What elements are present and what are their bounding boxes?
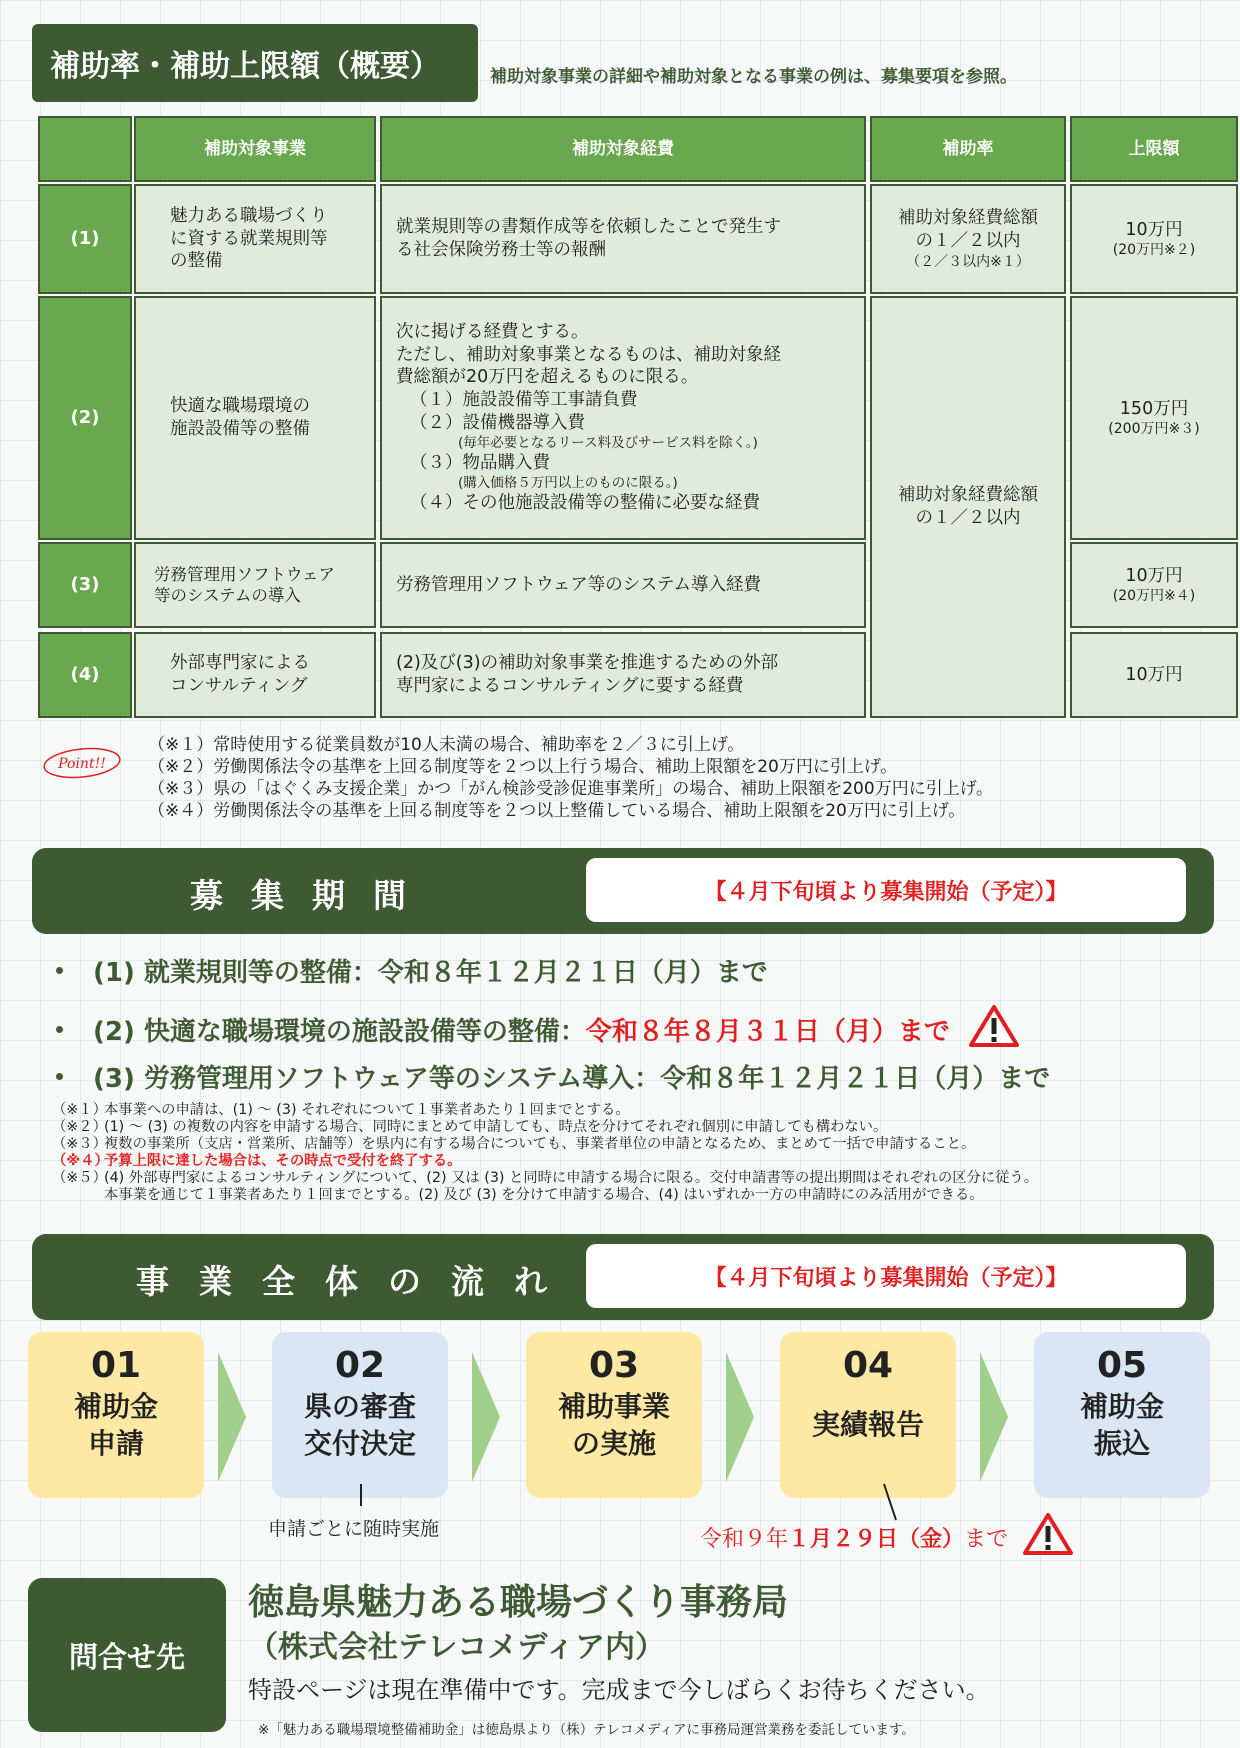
cost-item: （４）その他施設設備等の整備に必要な経費 xyxy=(410,493,760,514)
table-header-cost: 補助対象経費 xyxy=(380,116,866,182)
flow-badge: 【４月下旬頃より募集開始（予定）】 xyxy=(586,1244,1186,1308)
contact-name: 徳島県魅力ある職場づくり事務局 xyxy=(248,1582,789,1623)
note-line: （※３） 複数の事業所（支店・営業所、店舗等）を県内に有する場合についても、事業者単位の申請となるため、まとめて一括で申請すること。 xyxy=(52,1136,976,1152)
limit-value: 10万円 xyxy=(1125,219,1183,240)
row-cost xyxy=(380,296,866,540)
limit-sub: (20万円※４) xyxy=(1112,588,1196,605)
cost-line: 次に掲げる経費とする。 xyxy=(396,321,589,342)
flow-banner xyxy=(32,1234,1214,1320)
note-line: （※１）常時使用する従業員数が10人未満の場合、補助率を２／３に引上げ。 xyxy=(148,735,745,755)
period-item-label: (3) 労務管理用ソフトウェア等のシステム導入： xyxy=(93,1064,661,1094)
project-line: コンサルティング xyxy=(170,676,308,696)
project-line: 快適な職場環境の xyxy=(170,396,310,417)
project-line: の整備 xyxy=(170,251,223,272)
rate-line: 補助対象経費総額 xyxy=(898,208,1038,229)
row-limit xyxy=(1070,184,1238,294)
row-number: (1) xyxy=(38,184,132,294)
chevron-right-icon xyxy=(726,1352,754,1482)
row-cost xyxy=(380,184,866,294)
limit-value: 150万円 xyxy=(1119,398,1189,419)
row-project xyxy=(134,632,376,718)
limit-value: 10万円 xyxy=(1125,565,1183,586)
svg-text:Point!!: Point!! xyxy=(58,756,106,772)
row-project xyxy=(134,184,376,294)
project-line: 施設設備等の整備 xyxy=(170,419,310,439)
contact-company: （株式会社テレコメディア内） xyxy=(248,1630,665,1665)
project-line: に資する就業規則等 xyxy=(170,228,328,249)
row-cost xyxy=(380,542,866,628)
period-title: 募集期間 xyxy=(190,876,434,915)
section-title-subsidy-rate: 補助率・補助上限額（概要） xyxy=(32,24,478,102)
warning-triangle-icon xyxy=(968,1004,1020,1055)
bullet-icon xyxy=(56,1026,63,1033)
note-line: （※４） 予算上限に達した場合は、その時点で受付を終了する。 xyxy=(52,1153,462,1169)
rate-line: の１／２以内 xyxy=(915,230,1021,251)
flow-step-application: 01 補助金 申請 xyxy=(28,1332,204,1498)
row-project xyxy=(134,296,376,540)
note-line: （※２）労働関係法令の基準を上回る制度等を２つ以上行う場合、補助上限額を20万円に引上げ。 xyxy=(148,757,898,777)
rate-sub: （２／３以内※１） xyxy=(906,253,1030,270)
section-note: 補助対象事業の詳細や補助対象となる事業の例は、募集要項を参照。 xyxy=(490,67,1017,87)
cost-line: 費総額が20万円を超えるものに限る。 xyxy=(396,367,699,388)
point-badge-icon xyxy=(40,745,132,781)
project-line: 外部専門家による xyxy=(170,653,310,674)
contact-label: 問合せ先 xyxy=(28,1578,226,1732)
row-limit xyxy=(1070,542,1238,628)
project-line: 労務管理用ソフトウェア xyxy=(154,564,335,584)
flow-title: 事業全体の流れ xyxy=(136,1262,577,1301)
flow-step-payment: 05 補助金 振込 xyxy=(1034,1332,1210,1498)
limit-value: 10万円 xyxy=(1125,664,1183,685)
limit-sub: (20万円※２) xyxy=(1112,242,1196,259)
contact-footnote: ※「魅力ある職場環境整備補助金」は徳島県より（株）テレコメディアに事務局運営業務を委託しています。 xyxy=(258,1722,915,1738)
bullet-icon xyxy=(56,1073,63,1080)
period-item-label: (2) 快適な職場環境の施設設備等の整備： xyxy=(93,1017,586,1047)
cost-line: 労務管理用ソフトウェア等のシステム導入経費 xyxy=(396,574,762,595)
period-notes xyxy=(52,1102,1222,1204)
row-cost xyxy=(380,632,866,718)
row-number: (3) xyxy=(38,542,132,628)
note-line: （※１） 本事業への申請は、(1) ～ (3) それぞれについて１事業者あたり１回までとする。 xyxy=(52,1102,630,1118)
cost-item: （２）設備機器導入費 xyxy=(410,412,585,433)
project-line: 魅力ある職場づくり xyxy=(170,205,328,226)
cost-item-note: (購入価格５万円以上のものに限る。) xyxy=(458,474,678,491)
shared-rate xyxy=(870,296,1066,718)
cost-item-note: (毎年必要となるリース料及びサービス料を除く。) xyxy=(458,434,758,451)
period-item xyxy=(56,1004,1020,1055)
chevron-right-icon xyxy=(218,1352,246,1482)
period-item-date: 令和８年８月３１日（月）まで xyxy=(585,1017,950,1047)
period-item-date: 令和８年１２月２１日（月）まで xyxy=(660,1064,1051,1094)
warning-triangle-icon xyxy=(1022,1512,1074,1562)
flow-step-review: 02 県の審査 交付決定 xyxy=(272,1332,448,1498)
row-number: (4) xyxy=(38,632,132,718)
period-item xyxy=(56,952,768,989)
flow-step-implementation: 03 補助事業 の実施 xyxy=(526,1332,702,1498)
note-line: 本事業を通じて１事業者あたり１回までとする。(2) 及び (3) を分けて申請する場合、(4) はいずれか一方の申請時にのみ活用ができる。 xyxy=(104,1187,984,1203)
flow-step-report: 04 実績報告 xyxy=(780,1332,956,1498)
rate-line: の１／２以内 xyxy=(915,508,1021,528)
row-project xyxy=(134,542,376,628)
chevron-right-icon xyxy=(472,1352,500,1482)
report-deadline: 令和９年 １月２９日（金） まで xyxy=(700,1512,1074,1562)
cost-item: （１）施設設備等工事請負費 xyxy=(410,390,638,411)
note-line: （※４）労働関係法令の基準を上回る制度等を２つ以上整備している場合、補助上限額を20万円に引上げ。 xyxy=(148,801,966,821)
table-header-limit: 上限額 xyxy=(1070,116,1238,182)
period-badge: 【４月下旬頃より募集開始（予定）】 xyxy=(586,858,1186,922)
limit-sub: (200万円※３) xyxy=(1108,421,1200,438)
chevron-right-icon xyxy=(980,1352,1008,1482)
cost-item: （３）物品購入費 xyxy=(410,453,550,474)
row-limit xyxy=(1070,296,1238,540)
rate-line: 補助対象経費総額 xyxy=(898,485,1038,506)
period-item-date: 令和８年１２月２１日（月）まで xyxy=(377,958,768,988)
cost-line: ただし、補助対象事業となるものは、補助対象経 xyxy=(396,344,781,365)
table-header-blank xyxy=(38,116,132,182)
note-line: （※２） (1) ～ (3) の複数の内容を申請する場合、同時にまとめて申請しても、時点を分けてそれぞれ個別に申請しても構わない。 xyxy=(52,1119,888,1135)
table-notes xyxy=(148,734,993,822)
note-line: （※３）県の「はぐくみ支援企業」かつ「がん検診受診促進事業所」の場合、補助上限額を200万円に引上げ。 xyxy=(148,779,994,799)
period-item xyxy=(56,1058,1050,1095)
review-note: 申請ごとに随時実施 xyxy=(268,1518,440,1540)
note-line: （※５） (4) 外部専門家によるコンサルティングについて、(2) 又は (3) と同時に申請する場合に限る。交付申請書等の提出期間はそれぞれの区分に従う。 xyxy=(52,1170,1039,1186)
period-banner xyxy=(32,848,1214,934)
period-item-label: (1) 就業規則等の整備： xyxy=(93,958,378,988)
table-header-project: 補助対象事業 xyxy=(134,116,376,182)
row-limit xyxy=(1070,632,1238,718)
cost-line: 就業規則等の書類作成等を依頼したことで発生す xyxy=(396,217,781,238)
cost-line: 専門家によるコンサルティングに要する経費 xyxy=(396,676,744,696)
table-header-rate: 補助率 xyxy=(870,116,1066,182)
cost-line: る社会保険労務士等の報酬 xyxy=(396,240,606,260)
row-number: (2) xyxy=(38,296,132,540)
row-rate xyxy=(870,184,1066,294)
contact-message: 特設ページは現在準備中です。完成まで今しばらくお待ちください。 xyxy=(248,1676,990,1704)
project-line: 等のシステムの導入 xyxy=(154,586,301,605)
bullet-icon xyxy=(56,967,63,974)
cost-line: (2)及び(3)の補助対象事業を推進するための外部 xyxy=(396,653,779,674)
